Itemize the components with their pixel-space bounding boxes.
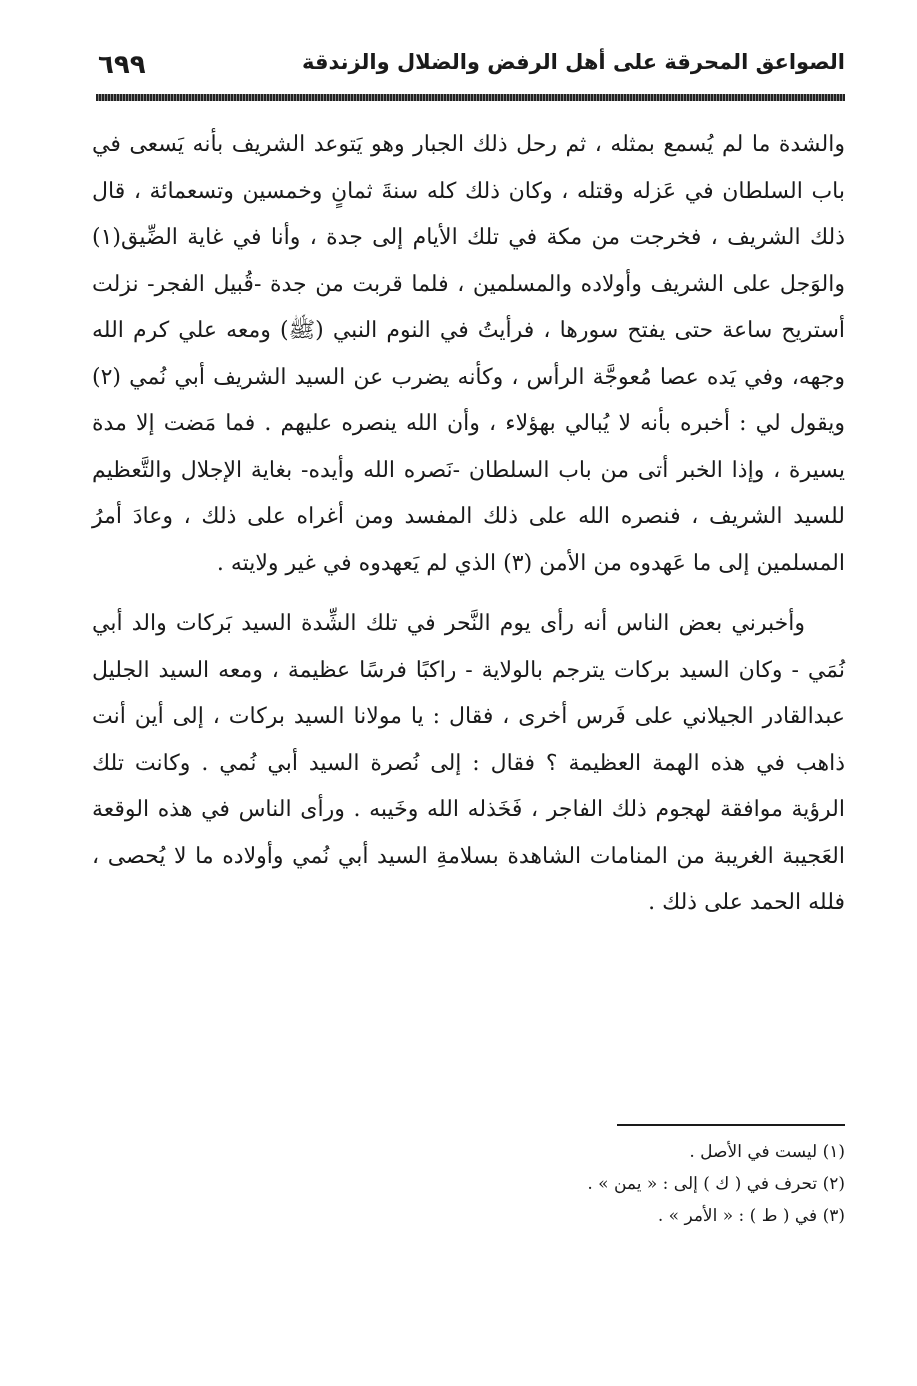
footnote-3: (٣) في ( ط ) : « الأمر » . [657,1206,845,1226]
paragraph-1: والشدة ما لم يُسمع بمثله ، ثم رحل ذلك الجبار وهو يَتوعد الشريف بأنه يَسعى في باب السلطان في عَزله وقتله ، وكان ذلك كله سنةَ ثمانٍ وخمسين وتسعمائة ، قال ذلك الشريف ، فخرجت من مكة في تلك الأيام إلى جدة ، وأنا في غاية الضِّيق(١) والوَجل على الشريف وأولاده والمسلمين ، فلما قربت من جدة -قُبيل الفجر- نزلت أستريح ساعة حتى يفتح سورها ، فرأيتُ في النوم النبي (ﷺ) ومعه علي كرم الله وجهه، وفي يَده عصا مُعوجَّة الرأس ، وكأنه يضرب عن السيد الشريف أبي نُمي (٢) ويقول لي : أخبره بأنه لا يُبالي بهؤلاء ، وأن الله ينصره عليهم . فما مَضت إلا مدة يسيرة ، وإذا الخبر أتى من باب السلطان -نَصره الله وأيده- بغاية الإجلال والتَّعظيم للسيد الشريف ، فنصره الله على ذلك المفسد ومن أغراه على ذلك ، وعادَ أمرُ المسلمين إلى ما عَهدوه من الأمن (٣) الذي لم يَعهدوه في غير ولايته . [92,132,845,576]
header-rule [96,94,845,101]
book-page [92,44,845,1344]
page-header [92,44,845,88]
page-number: ٦٩٩ [98,50,146,80]
footnote-separator [617,1124,845,1126]
footnote-2: (٢) تحرف في ( ك ) إلى : « يمن » . [587,1174,845,1194]
footnote-1: (١) ليست في الأصل . [689,1142,845,1162]
running-title: الصواعق المحرقة على أهل الرفض والضلال والزندقة [301,50,845,74]
footnotes [92,1136,845,1232]
paragraph-2: وأخبرني بعض الناس أنه رأى يوم النَّحر في تلك الشِّدة السيد بَركات والد أبي نُمَي - وكان السيد بركات يترجم بالولاية - راكبًا فرسًا عظيمة ، ومعه السيد الجليل عبدالقادر الجيلاني على فَرس أخرى ، فقال : يا مولانا السيد بركات ، إلى أين أنت ذاهب في هذه الهمة العظيمة ؟ فقال : إلى نُصرة السيد أبي نُمي . وكانت تلك الرؤية موافقة لهجوم ذلك الفاجر ، فَخَذله الله وخَيبه . ورأى الناس في هذه الوقعة العَجيبة الغريبة من المنامات الشاهدة بسلامةِ السيد أبي نُمي وأولاده ما لا يُحصى ، فلله الحمد على ذلك . [92,611,846,915]
body-text [92,122,845,927]
